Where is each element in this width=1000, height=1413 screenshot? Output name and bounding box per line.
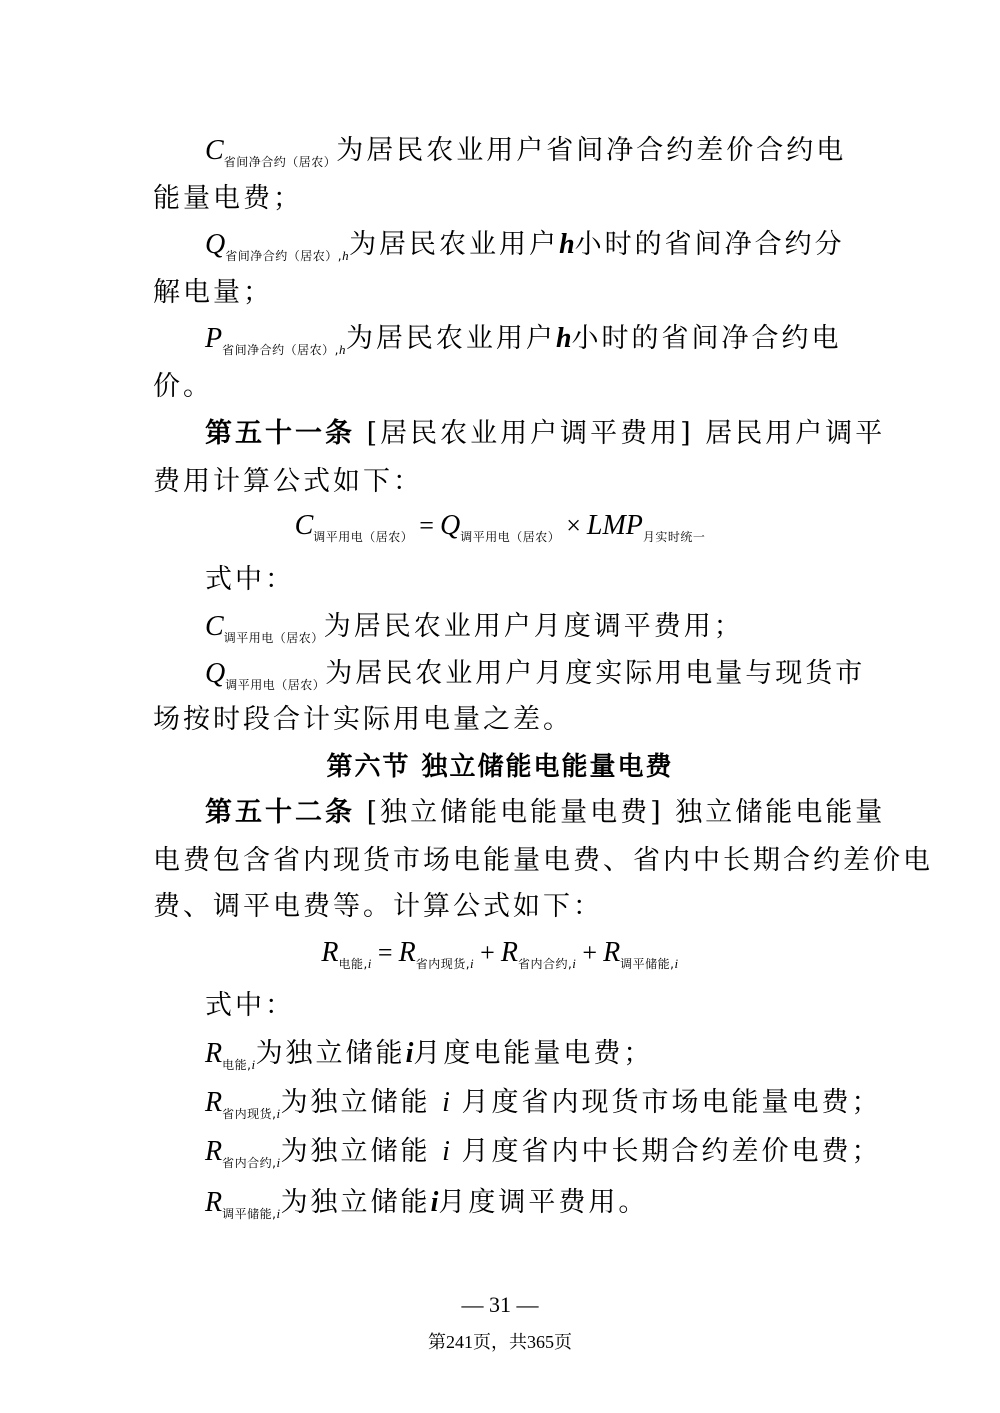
text-line bbox=[205, 988, 905, 1024]
definition-line bbox=[205, 227, 905, 274]
equals-sign: = bbox=[377, 938, 393, 967]
formula-subscript: 省内现货, bbox=[415, 957, 471, 971]
variable-subscript-index: h bbox=[342, 248, 350, 263]
variable-subscript: 调平用电（居农） bbox=[223, 631, 324, 645]
formula-symbol: R bbox=[321, 937, 339, 968]
section-heading: 第六节 独立储能电能量电费 bbox=[326, 752, 674, 782]
hour-variable: h bbox=[555, 323, 572, 354]
definition-text: 为独立储能 bbox=[280, 1187, 431, 1218]
definition-line bbox=[205, 609, 905, 656]
definition-text: 为独立储能 bbox=[280, 1087, 443, 1118]
text: 费用计算公式如下： bbox=[153, 466, 423, 497]
page-number: — 31 — bbox=[461, 1292, 539, 1317]
variable-subscript: 省内现货, bbox=[222, 1107, 277, 1121]
variable-subscript: 省间净合约（居农）, bbox=[222, 343, 339, 357]
definition-line bbox=[205, 656, 905, 703]
formula-index: i bbox=[572, 956, 577, 971]
formula-index: i bbox=[367, 956, 372, 971]
definition-text: 为居民农业用户 bbox=[345, 323, 556, 354]
text: 式中： bbox=[205, 564, 295, 595]
definition-text: 为居民农业用户月度实际用电量与现货市 bbox=[325, 658, 866, 689]
definition-line bbox=[205, 1085, 905, 1132]
variable-subscript: 省间净合约（居农）, bbox=[225, 249, 343, 263]
text: 场按时段合计实际用电量之差。 bbox=[153, 704, 573, 735]
variable-symbol: R bbox=[205, 1187, 223, 1218]
definition-line bbox=[205, 1036, 905, 1083]
hour-variable: h bbox=[559, 229, 575, 260]
article-number: 第五十二条 bbox=[205, 797, 355, 828]
definition-line bbox=[205, 133, 905, 180]
text-line bbox=[153, 889, 853, 925]
text-line bbox=[153, 369, 853, 405]
definition-text: 月度省内中长期合约差价电费； bbox=[449, 1136, 882, 1167]
formula-subscript: 调平用电（居农） bbox=[460, 530, 561, 544]
text: 价。 bbox=[153, 371, 213, 402]
variable-subscript: 电能, bbox=[222, 1058, 252, 1072]
text: 解电量； bbox=[153, 277, 273, 308]
formula-index: i bbox=[674, 956, 679, 971]
definition-line bbox=[205, 1185, 905, 1232]
variable-subscript: 调平用电（居农） bbox=[225, 678, 326, 692]
formula-symbol: LMP bbox=[586, 510, 643, 541]
text-line bbox=[205, 562, 905, 598]
index-variable: i bbox=[405, 1038, 414, 1069]
formula-symbol: R bbox=[603, 937, 621, 968]
text-line bbox=[153, 464, 853, 500]
variable-symbol: C bbox=[205, 611, 224, 642]
definition-text: 为居民农业用户 bbox=[349, 229, 560, 260]
index-variable: i bbox=[442, 1087, 450, 1118]
formula-subscript: 月实时统一 bbox=[642, 530, 706, 544]
formula-symbol: R bbox=[398, 937, 416, 968]
definition-line bbox=[205, 1134, 905, 1181]
variable-subscript-index: h bbox=[338, 342, 346, 357]
definition-text: 为居民农业用户月度调平费用； bbox=[323, 611, 744, 642]
variable-subscript: 省间净合约（居农） bbox=[223, 155, 337, 169]
formula-subscript: 电能, bbox=[338, 957, 368, 971]
text: 式中： bbox=[205, 990, 295, 1021]
variable-symbol: R bbox=[205, 1038, 223, 1069]
plus-sign: + bbox=[480, 938, 495, 967]
variable-subscript: 省内合约, bbox=[222, 1156, 277, 1170]
variable-subscript-index: i bbox=[251, 1057, 256, 1072]
formula-subscript: 调平用电（居农） bbox=[313, 530, 414, 544]
variable-symbol: C bbox=[205, 135, 224, 166]
definition-text: 月度电能量电费； bbox=[413, 1038, 654, 1069]
page-count: 第241页，共365页 bbox=[428, 1332, 572, 1352]
formula-symbol: R bbox=[500, 937, 518, 968]
formula-adjustment-fee bbox=[0, 508, 1000, 555]
text-line bbox=[153, 702, 853, 738]
definition-text: 小时的省间净合约电 bbox=[571, 323, 842, 354]
definition-text: 为居民农业用户省间净合约差价合约电 bbox=[336, 135, 847, 166]
formula-subscript: 调平储能, bbox=[620, 957, 675, 971]
variable-symbol: Q bbox=[205, 229, 226, 260]
text-line bbox=[153, 181, 853, 217]
article-line bbox=[205, 795, 905, 831]
variable-subscript-index: i bbox=[276, 1155, 281, 1170]
definition-text: 为独立储能 bbox=[255, 1038, 406, 1069]
text-line bbox=[153, 843, 933, 879]
article-text: [独立储能电能量电费] 独立储能电能量 bbox=[366, 797, 886, 828]
equals-sign: = bbox=[419, 511, 434, 540]
index-variable: i bbox=[430, 1187, 439, 1218]
index-variable: i bbox=[442, 1136, 450, 1167]
variable-symbol: R bbox=[205, 1136, 223, 1167]
article-line bbox=[205, 416, 905, 452]
variable-subscript-index: i bbox=[276, 1106, 281, 1121]
text: 能量电费； bbox=[153, 183, 303, 214]
text: 电费包含省内现货市场电能量电费、省内中长期合约差价电 bbox=[153, 845, 933, 876]
text: 费、调平电费等。计算公式如下： bbox=[153, 891, 603, 922]
formula-symbol: Q bbox=[439, 510, 461, 541]
definition-text: 为独立储能 bbox=[280, 1136, 443, 1167]
article-text: [居民农业用户调平费用] 居民用户调平 bbox=[366, 418, 886, 449]
formula-symbol: C bbox=[294, 510, 314, 541]
formula-energy-fee bbox=[0, 935, 1000, 982]
definition-line bbox=[205, 321, 905, 368]
definition-text: 月度调平费用。 bbox=[438, 1187, 649, 1218]
text-line bbox=[153, 275, 853, 311]
times-sign: × bbox=[566, 511, 581, 540]
variable-symbol: R bbox=[205, 1087, 223, 1118]
formula-index: i bbox=[470, 956, 475, 971]
definition-text: 月度省内现货市场电能量电费； bbox=[449, 1087, 882, 1118]
variable-subscript: 调平储能, bbox=[222, 1207, 277, 1221]
formula-subscript: 省内合约, bbox=[517, 957, 573, 971]
variable-symbol: P bbox=[205, 323, 223, 354]
variable-symbol: Q bbox=[205, 658, 226, 689]
definition-text: 小时的省间净合约分 bbox=[574, 229, 845, 260]
variable-subscript-index: i bbox=[276, 1206, 281, 1221]
article-number: 第五十一条 bbox=[205, 418, 355, 449]
plus-sign: + bbox=[582, 938, 598, 967]
